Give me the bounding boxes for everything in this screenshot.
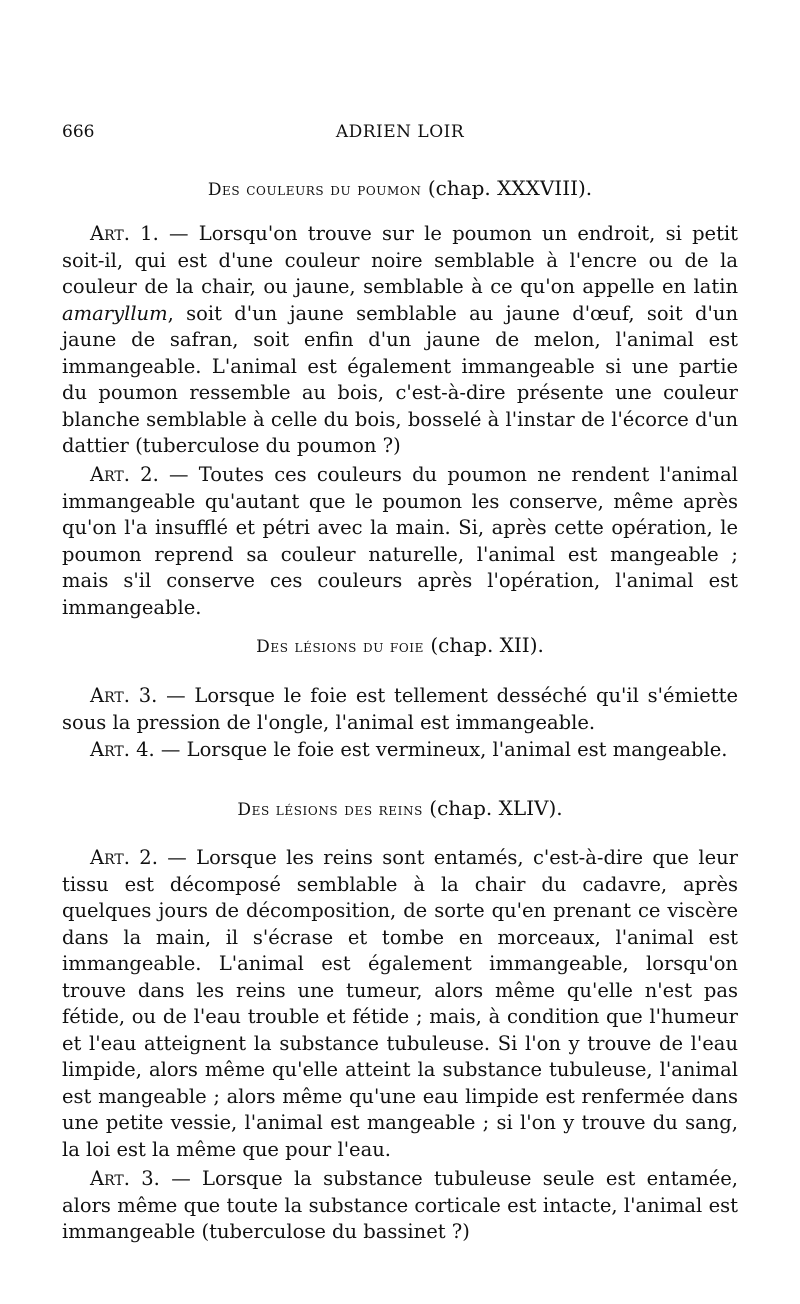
article-paragraph	[62, 683, 738, 736]
section-heading-poumon	[62, 176, 738, 200]
page-number: 666	[62, 122, 95, 142]
running-head	[62, 122, 738, 148]
article-label: Art. 1.	[90, 222, 159, 245]
article-paragraph	[62, 221, 738, 460]
article-label: Art. 3.	[90, 1167, 160, 1190]
article-paragraph	[62, 462, 738, 621]
section-chapter-ref: (chap. XLIV).	[429, 796, 563, 820]
running-title: ADRIEN LOIR	[335, 122, 465, 142]
article-text: — Lorsque la substance tubuleuse seule est entamée, alors même que toute la substance corticale est intacte, l'animal est immangeable (tuberculose du bassinet ?)	[62, 1167, 738, 1243]
article-label: Art. 4.	[90, 738, 155, 761]
article-paragraph	[62, 737, 738, 764]
article-text: — Lorsque le foie est vermineux, l'animal est mangeable.	[154, 738, 728, 761]
section-title: Des lésions du foie	[256, 637, 424, 657]
article-label: Art. 3.	[90, 684, 158, 707]
article-label: Art. 2.	[90, 463, 159, 486]
article-italic-term: amaryllum	[62, 301, 168, 325]
section-title: Des lésions des reins	[237, 800, 423, 820]
section-chapter-ref: (chap. XII).	[430, 633, 544, 657]
section-title: Des couleurs du poumon	[207, 180, 422, 200]
section-heading-reins	[62, 796, 738, 820]
article-label: Art. 2.	[90, 846, 158, 869]
article-text: — Toutes ces couleurs du poumon ne rendent l'animal immangeable qu'autant que le poumon les conserve, même après qu'on l'a insufflé et pétri avec la main. Si, après cette opération, le poumon reprend sa couleur naturelle, l'animal est mangeable ; mais s'il conserve ces couleurs après l'opération, l'animal est immangeable.	[62, 463, 739, 619]
article-text: — Lorsqu'on trouve sur le poumon un endroit, si petit soit-il, qui est d'une couleur noire semblable à l'encre ou de la couleur de la chair, ou jaune, semblable à ce qu'on appelle en latin	[62, 222, 738, 298]
article-paragraph	[62, 1166, 738, 1246]
article-text-continued: , soit d'un jaune semblable au jaune d'œuf, soit d'un jaune de safran, soit enfin d'un jaune de melon, l'animal est immangeable. L'animal est également immangeable si une partie du poumon ressemble au bois, c'est-à-dire présente une couleur blanche semblable à celle du bois, bosselé à l'instar de l'écorce d'un dattier (tuberculose du poumon ?)	[62, 301, 738, 457]
section-heading-foie	[62, 633, 738, 657]
section-chapter-ref: (chap. XXXVIII).	[427, 176, 593, 200]
article-text: — Lorsque le foie est tellement desséché qu'il s'émiette sous la pression de l'ongle, l'animal est immangeable.	[62, 684, 738, 734]
article-text: — Lorsque les reins sont entamés, c'est-à-dire que leur tissu est décomposé semblable à la chair du cadavre, après quelques jours de décomposition, de sorte qu'en prenant ce viscère dans la main, il s'écrase et tombe en morceaux, l'animal est immangeable. L'animal est également immangeable, lorsqu'on trouve dans les reins une tumeur, alors même qu'elle n'est pas fétide, ou de l'eau trouble et fétide ; mais, à condition que l'humeur et l'eau atteignent la substance tubuleuse. Si l'on y trouve de l'eau limpide, alors même qu'elle atteint la substance tubuleuse, l'animal est mangeable ; alors même qu'une eau limpide est renfermée dans une petite vessie, l'animal est mangeable ; si l'on y trouve du sang, la loi est la même que pour l'eau.	[62, 846, 738, 1161]
article-paragraph	[62, 845, 738, 1163]
